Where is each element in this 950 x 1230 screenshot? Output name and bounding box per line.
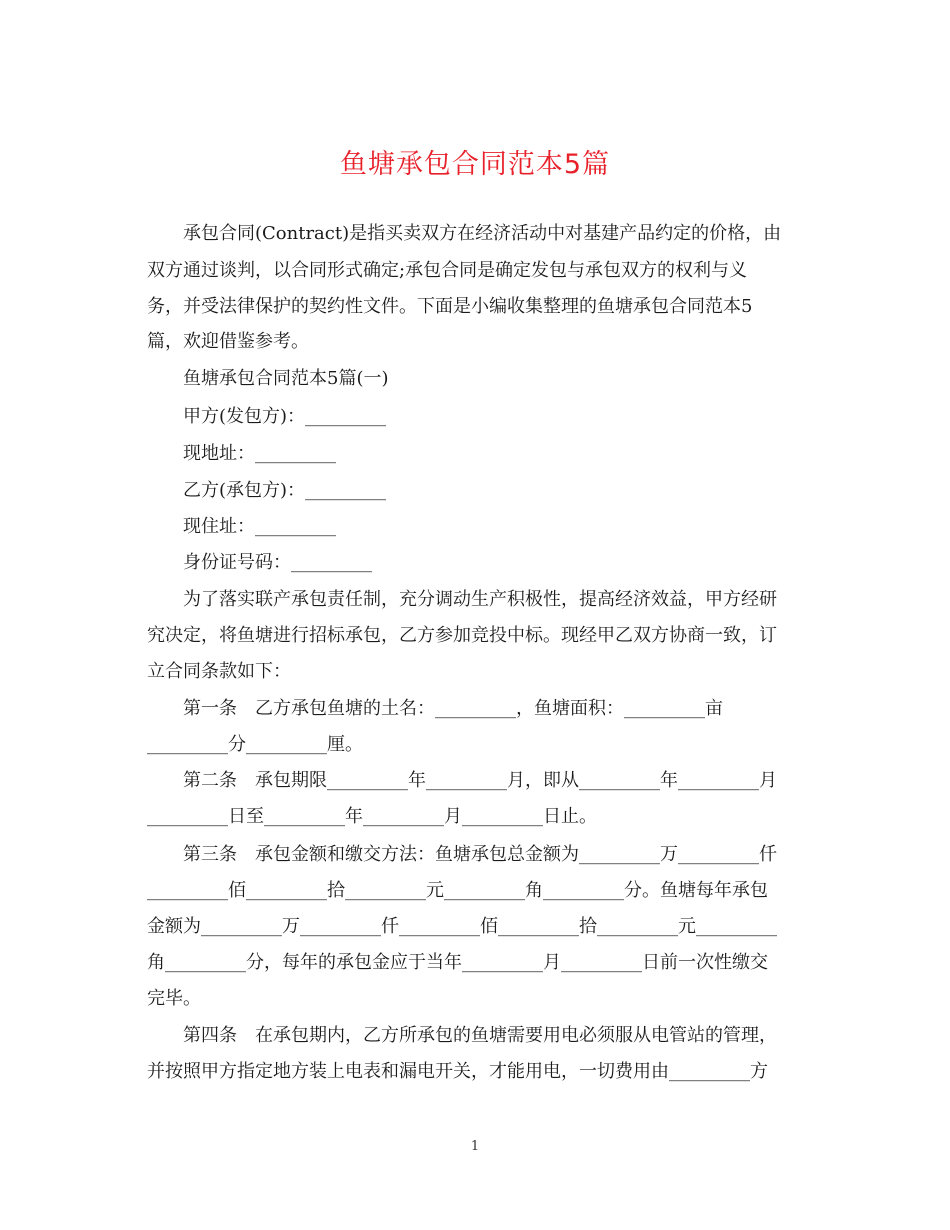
paragraph-line: 承包合同(Contract)是指买卖双方在经济活动中对基建产品约定的价格，由 xyxy=(183,223,782,244)
field-id-number: 身份证号码：_________ xyxy=(183,552,372,573)
paragraph-line: 为了落实联产承包责任制，充分调动生产积极性，提高经济效益，甲方经研 xyxy=(183,589,777,610)
article-3-line: 完毕。 xyxy=(147,988,201,1009)
article-1-line: 第一条 乙方承包鱼塘的土名：_________，鱼塘面积：_________亩 xyxy=(183,698,723,719)
field-address-b: 现住址：_________ xyxy=(183,516,336,537)
article-2-line: _________日至_________年_________月_________日止。 xyxy=(147,806,597,827)
page-number: 1 xyxy=(470,1139,480,1154)
paragraph-line: 篇，欢迎借鉴参考。 xyxy=(147,331,309,352)
paragraph-line: 立合同条款如下： xyxy=(147,661,291,682)
section-heading: 鱼塘承包合同范本5篇(一) xyxy=(183,368,389,389)
document-title: 鱼塘承包合同范本5篇 xyxy=(339,149,611,180)
paragraph-line: 务，并受法律保护的契约性文件。下面是小编收集整理的鱼塘承包合同范本5 xyxy=(147,296,753,317)
field-party-a: 甲方(发包方)：_________ xyxy=(183,406,387,427)
article-3-line: 第三条 承包金额和缴交方法：鱼塘承包总金额为_________万_________仟 xyxy=(183,844,777,865)
article-1-line: _________分_________厘。 xyxy=(147,734,363,755)
article-4-line: 并按照甲方指定地方装上电表和漏电开关，才能用电，一切费用由_________方 xyxy=(147,1061,768,1082)
article-3-line: _________佰_________拾_________元_________角_________分。鱼塘每年承包 xyxy=(147,880,768,901)
paragraph-line: 究决定，将鱼塘进行招标承包，乙方参加竞投中标。现经甲乙双方协商一致，订 xyxy=(147,625,777,646)
article-3-line: 角_________分，每年的承包金应于当年_________月_________日前一次性缴交 xyxy=(147,952,768,973)
article-2-line: 第二条 承包期限_________年_________月，即从_________年_________月 xyxy=(183,770,777,791)
paragraph-line: 双方通过谈判，以合同形式确定;承包合同是确定发包与承包双方的权利与义 xyxy=(147,260,748,281)
article-4-line: 第四条 在承包期内，乙方所承包的鱼塘需要用电必须服从电管站的管理， xyxy=(183,1025,777,1046)
article-3-line: 金额为_________万_________仟_________佰_________拾_________元_________ xyxy=(147,916,777,937)
field-party-b: 乙方(承包方)：_________ xyxy=(183,480,387,501)
field-address-a: 现地址：_________ xyxy=(183,443,336,464)
